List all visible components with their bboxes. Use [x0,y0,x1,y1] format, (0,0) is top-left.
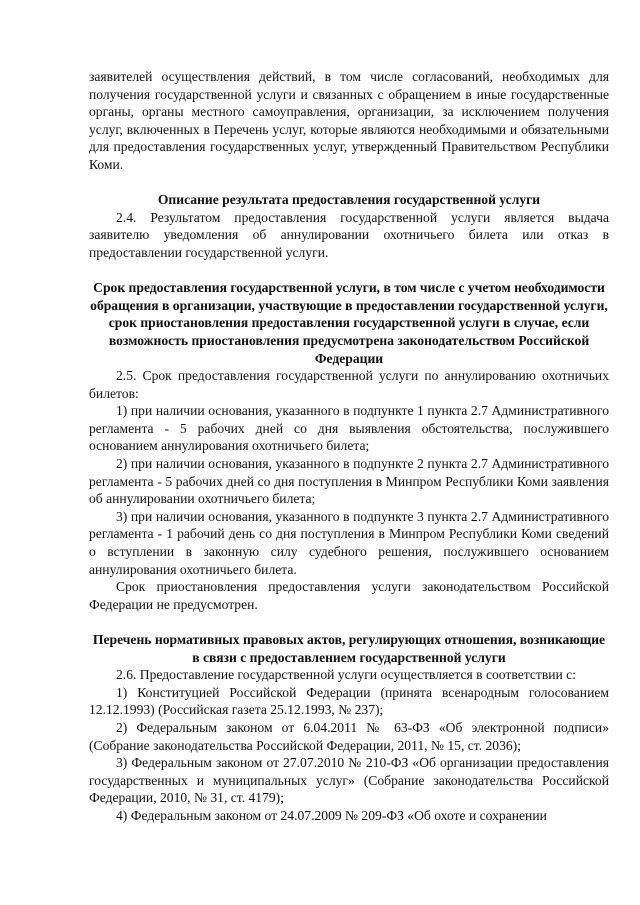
section-heading-acts: Перечень нормативных правовых актов, регулирующих отношения, возникающие в связи с предоставлением государственной услуги [92,632,606,665]
act-item-3: 3) Федеральным законом от 27.07.2010 № 210-ФЗ «Об организации предоставления государственных и муниципальных услуг» (Собрание законодательства Российской Федерации, 2010, № 31, ст. 4179); [89,755,609,806]
suspension-paragraph: Срок приостановления предоставления услуги законодательством Российской Федерации не предусмотрен. [89,579,609,612]
section-heading-term: Срок предоставления государственной услуги, в том числе с учетом необходимости обращения в организации, участвующие в предоставлении государственной услуги, срок приостановления предоставления государственной услуги в случае, если возможность приостановления предусмотрена законодательством Российской Федерации [90,280,608,366]
paragraph-2-6: 2.6. Предоставление государственной услуги осуществляется в соответствии с: [116,667,576,683]
term-item-1: 1) при наличии основания, указанного в подпункте 1 пункта 2.7 Административного регламента - 5 рабочих дней со дня выявления обстоятельства, послужившего основанием аннулирования охотничьего билета; [89,403,609,454]
paragraph-2-5: 2.5. Срок предоставления государственной услуги по аннулированию охотничьих билетов: [89,368,609,401]
spacer [89,174,609,192]
act-item-4: 4) Федеральным законом от 24.07.2009 № 209-ФЗ «Об охоте и сохранении [116,807,547,823]
term-item-3: 3) при наличии основания, указанного в подпункте 3 пункта 2.7 Административного регламента - 1 рабочий день со дня поступления в Минпром Республики Коми сведений о вступлении в законную силу судебного решения, послужившего основанием аннулирования охотничьего билета. [89,508,609,577]
spacer [89,262,609,280]
term-item-2: 2) при наличии основания, указанного в подпункте 2 пункта 2.7 Административного регламента - 5 рабочих дней со дня поступления в Минпром Республики Коми заявления об аннулировании охотничьего билета; [89,456,609,507]
act-item-2: 2) Федеральным законом от 6.04.2011 № 63-ФЗ «Об электронной подписи» (Собрание законодательства Российской Федерации, 2011, № 15, ст. 2036); [89,719,609,753]
section-heading-result: Описание результата предоставления государственной услуги [157,192,541,208]
document-page [89,68,609,825]
act-item-1: 1) Конституцией Российской Федерации (принята всенародным голосованием 12.12.1993) (Российская газета 25.12.1993, № 237); [89,684,609,718]
intro-paragraph: заявителей осуществления действий, в том числе согласований, необходимых для получения государственной услуги и связанных с обращением в иные государственные органы, органы местного самоуправления, организации, за исключением получения услуг, включенных в Перечень услуг, которые являются необходимыми и обязательными для предоставления государственных услуг, утвержденный Правительством Республики Коми. [89,69,609,172]
spacer [89,613,609,631]
paragraph-2-4: 2.4. Результатом предоставления государственной услуги является выдача заявителю уведомления об аннулировании охотничьего билета или отказ в предоставлении государственной услуги. [89,209,609,260]
